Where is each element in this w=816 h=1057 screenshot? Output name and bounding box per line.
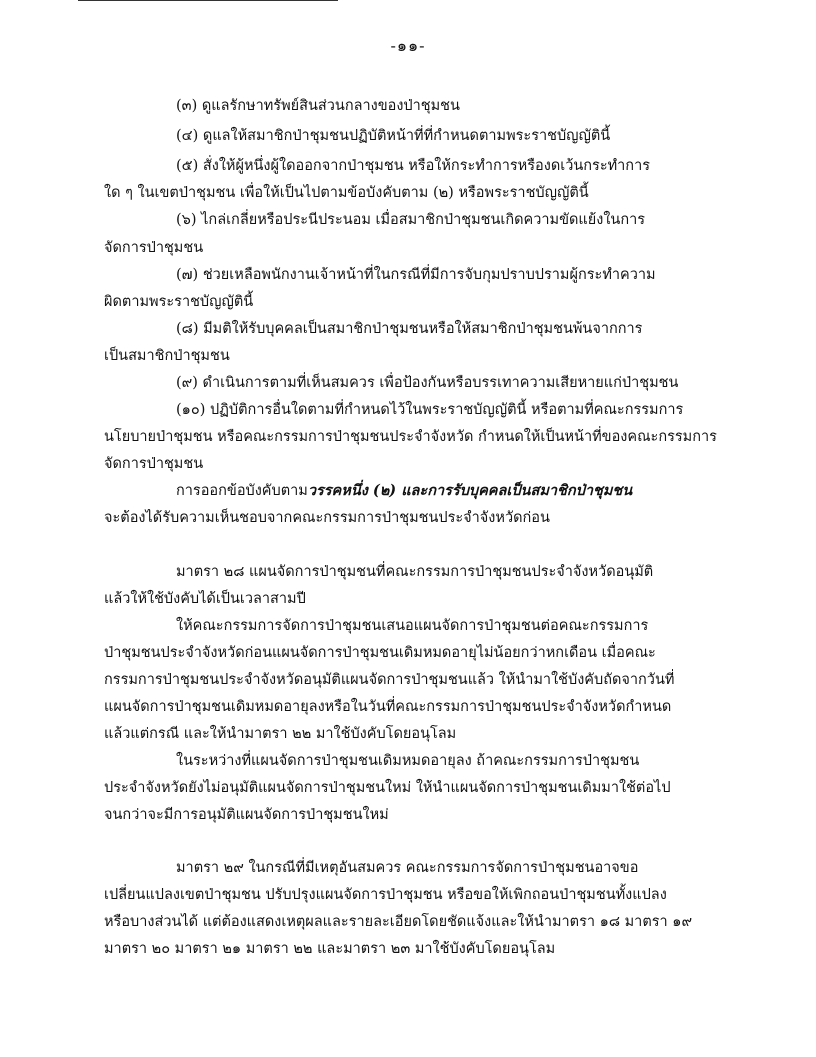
text-line: (๘) มีมติให้รับบุคคลเป็นสมาชิกป่าชุมชนหรือให้สมาชิกป่าชุมชนพ้นจากการ (176, 321, 643, 337)
text-line: เปลี่ยนแปลงเขตป่าชุมชน ปรับปรุงแผนจัดการป่าชุมชน หรือขอให้เพิกถอนป่าชุมชนทั้งแปลง (104, 887, 667, 903)
text-line: จะต้องได้รับความเห็นชอบจากคณะกรรมการป่าชุมชนประจำจังหวัดก่อน (104, 510, 550, 526)
text-line: (๓) ดูแลรักษาทรัพย์สินส่วนกลางของป่าชุมชน (176, 98, 460, 114)
text-line: แล้วให้ใช้บังคับได้เป็นเวลาสามปี (104, 591, 306, 607)
section-28-heading: มาตรา ๒๘ แผนจัดการป่าชุมชนที่คณะกรรมการป่าชุมชนประจำจังหวัดอนุมัติ (176, 564, 654, 580)
text-line: เป็นสมาชิกป่าชุมชน (104, 348, 230, 364)
top-rule (78, 0, 338, 1)
page-number: -๑๑- (390, 36, 426, 55)
text-line: แล้วแต่กรณี และให้นำมาตรา ๒๒ มาใช้บังคับโดยอนุโลม (104, 726, 457, 742)
text-line: ป่าชุมชนประจำจังหวัดก่อนแผนจัดการป่าชุมชนเดิมหมดอายุไม่น้อยกว่าหกเดือน เมื่อคณะ (104, 645, 656, 661)
emphasized-amendment: วรรคหนึ่ง (๒) และการรับบุคคลเป็นสมาชิกป่าชุมชน (307, 482, 633, 499)
text-line: จัดการป่าชุมชน (104, 456, 204, 472)
text-line: ประจำจังหวัดยังไม่อนุมัติแผนจัดการป่าชุมชนใหม่ ให้นำแผนจัดการป่าชุมชนเดิมมาใช้ต่อไป (104, 780, 671, 796)
text-line: มาตรา ๒๐ มาตรา ๒๑ มาตรา ๒๒ และมาตรา ๒๓ มาใช้บังคับโดยอนุโลม (104, 941, 556, 957)
text-line: จัดการป่าชุมชน (104, 240, 204, 256)
text-line: (๑๐) ปฏิบัติการอื่นใดตามที่กำหนดไว้ในพระราชบัญญัตินี้ หรือตามที่คณะกรรมการ (176, 402, 684, 418)
text-line: ให้คณะกรรมการจัดการป่าชุมชนเสนอแผนจัดการป่าชุมชนต่อคณะกรรมการ (176, 618, 649, 634)
text-segment: การออกข้อบังคับตาม (176, 483, 308, 499)
text-line: (๗) ช่วยเหลือพนักงานเจ้าหน้าที่ในกรณีที่มีการจับกุมปราบปรามผู้กระทำความ (176, 267, 656, 283)
text-line: กรรมการป่าชุมชนประจำจังหวัดอนุมัติแผนจัดการป่าชุมชนแล้ว ให้นำมาใช้บังคับถัดจากวันที่ (104, 672, 675, 688)
text-line: นโยบายป่าชุมชน หรือคณะกรรมการป่าชุมชนประจำจังหวัด กำหนดให้เป็นหน้าที่ของคณะกรรมการ (104, 429, 717, 445)
section-29-heading: มาตรา ๒๙ ในกรณีที่มีเหตุอันสมควร คณะกรรมการจัดการป่าชุมชนอาจขอ (176, 860, 639, 876)
text-line: หรือบางส่วนได้ แต่ต้องแสดงเหตุผลและรายละเอียดโดยชัดแจ้งและให้นำมาตรา ๑๘ มาตรา ๑๙ (104, 914, 693, 930)
text-line: (๔) ดูแลให้สมาชิกป่าชุมชนปฏิบัติหน้าที่ที่กำหนดตามพระราชบัญญัตินี้ (176, 128, 611, 144)
text-line: จนกว่าจะมีการอนุมัติแผนจัดการป่าชุมชนใหม่ (104, 807, 389, 823)
text-line: (๕) สั่งให้ผู้หนึ่งผู้ใดออกจากป่าชุมชน หรือให้กระทำการหรืองดเว้นกระทำการ (176, 158, 651, 174)
text-line: ผิดตามพระราชบัญญัตินี้ (104, 294, 254, 310)
text-line: ใด ๆ ในเขตป่าชุมชน เพื่อให้เป็นไปตามข้อบังคับตาม (๒) หรือพระราชบัญญัตินี้ (104, 185, 589, 201)
text-line: แผนจัดการป่าชุมชนเดิมหมดอายุลงหรือในวันที่คณะกรรมการป่าชุมชนประจำจังหวัดกำหนด (104, 699, 672, 715)
text-line: ในระหว่างที่แผนจัดการป่าชุมชนเดิมหมดอายุลง ถ้าคณะกรรมการป่าชุมชน (176, 753, 640, 769)
text-line: (๖) ไกล่เกลี่ยหรือประนีประนอม เมื่อสมาชิกป่าชุมชนเกิดความขัดแย้งในการ (176, 212, 646, 228)
text-line-with-emphasis (176, 481, 632, 501)
text-line: (๙) ดำเนินการตามที่เห็นสมควร เพื่อป้องกันหรือบรรเทาความเสียหายแก่ป่าชุมชน (176, 375, 679, 391)
